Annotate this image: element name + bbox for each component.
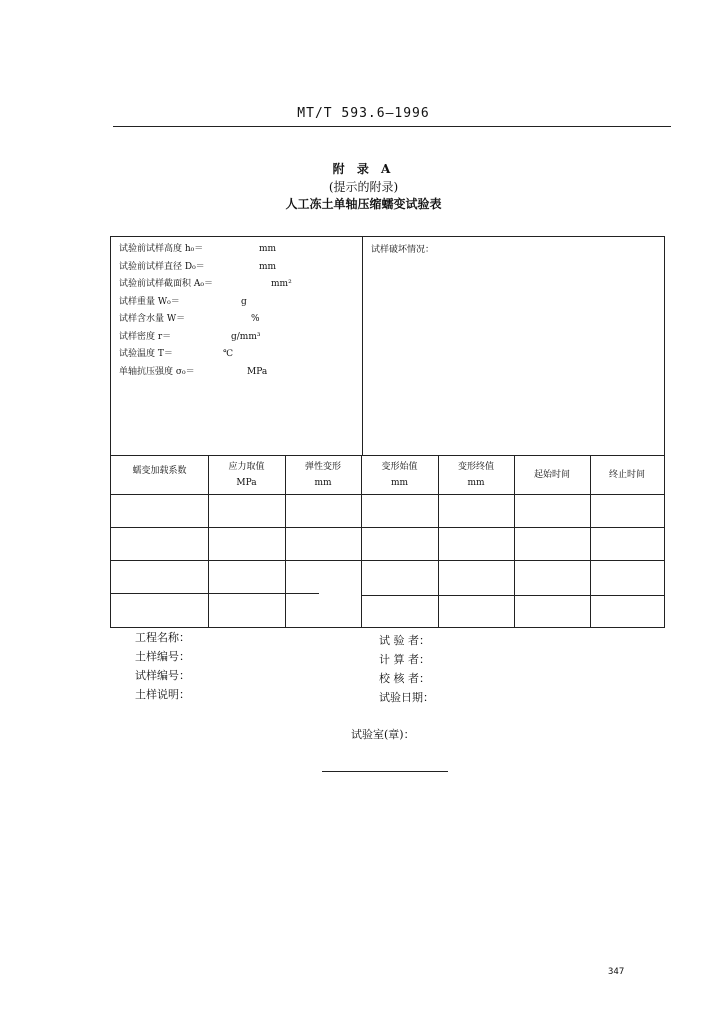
col-header-deform-end [438,459,514,491]
param-unit: % [251,314,260,324]
param-unit: mm [259,261,277,272]
test-form [110,236,665,628]
param-unit: mm [259,244,277,254]
appendix-label: 附 录 A [332,162,395,176]
param-label: 试验前试样高度 h₀＝ [119,244,204,254]
form-title: 人工冻土单轴压缩蠕变试验表 [285,197,442,211]
field-specimen-no: 试样编号： [135,669,190,682]
field-soil-description: 土样说明： [135,688,190,701]
param-unit: g [241,296,247,307]
param-label: 试样密度 r＝ [119,331,172,342]
param-label: 试验温度 T＝ [119,349,173,359]
col-header-stress [208,459,285,491]
col-header-line: mm [467,478,485,488]
param-unit: ℃ [223,349,234,359]
col-header-line: mm [314,478,332,488]
param-unit: mm² [271,279,292,289]
col-header-line: 蠕变加载系数 [132,466,187,476]
param-label: 试验前试样直径 D₀＝ [119,261,205,272]
document-header: MT/T 593.6—1996 [297,106,430,121]
col-header-line: 起始时间 [533,470,570,480]
signature-line [322,771,448,772]
field-project-name: 工程名称： [135,631,190,644]
field-test-date: 试验日期： [379,691,434,704]
failure-observation-label: 试样破坏情况： [371,245,435,255]
col-header-deform-start [361,459,438,491]
col-header-creep-factor [111,463,208,479]
top-section-bottom-rule [111,455,664,456]
header-rule [113,126,671,127]
param-label: 试验前试样截面积 A₀＝ [119,279,213,289]
param-label: 单轴抗压强度 σ₀＝ [119,366,195,377]
param-label: 试样重量 W₀＝ [119,296,180,307]
top-divider [362,237,363,455]
page-number: 347 [608,967,625,977]
field-soil-sample-no: 土样编号： [135,650,190,663]
param-unit: g/mm³ [231,331,261,342]
row-rule [111,560,664,561]
field-calculator: 计 算 者： [379,653,430,666]
appendix-note: (提示的附录) [328,180,399,194]
col-header-line: MPa [236,478,257,488]
col-header-line: 变形始值 [381,462,418,472]
row-rule [111,494,664,495]
col-header-elastic [285,459,361,491]
field-checker: 校 核 者： [379,672,430,685]
param-unit: MPa [247,366,268,377]
col-header-line: mm [390,478,409,488]
col-header-start-time [514,467,590,483]
col-header-line: 弹性变形 [304,462,341,472]
row-rule [111,593,319,594]
col-header-end-time [590,467,664,483]
col-header-line: 终止时间 [608,470,645,480]
col-header-line: 变形终值 [457,462,494,472]
row-rule [361,595,664,596]
param-label: 试样含水量 W＝ [119,314,186,324]
row-rule [111,527,664,528]
lab-stamp-label: 试验室(章)： [351,728,415,741]
col-header-line: 应力取值 [228,462,265,472]
field-tester: 试 验 者： [379,634,430,647]
